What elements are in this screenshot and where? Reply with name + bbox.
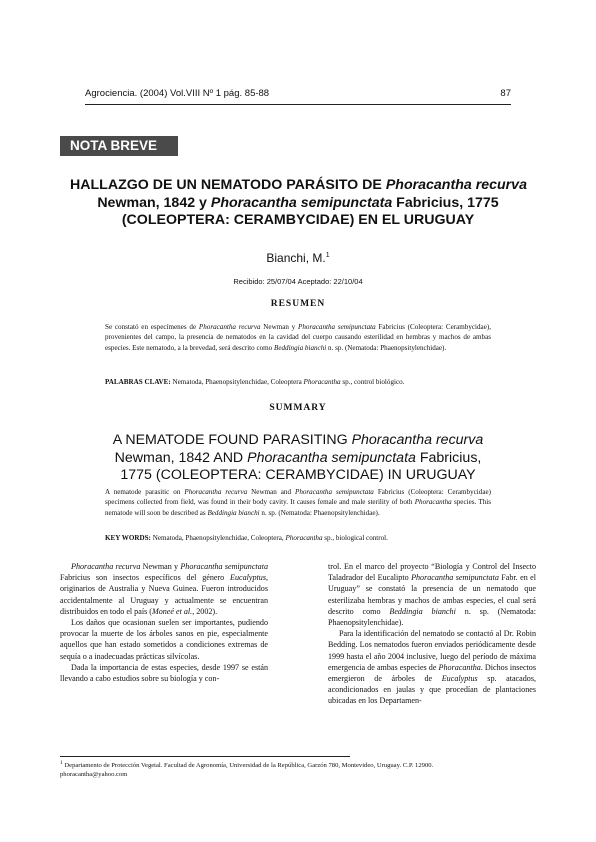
title-species: Phoracantha semipunctata: [247, 449, 416, 466]
author-footnote-mark: 1: [325, 252, 330, 259]
summary-fragment: species. This nematode will soon be described as: [105, 498, 491, 517]
text: n. sp. (Nematoda: Phaenopsitylenchidae).: [328, 606, 536, 628]
footnote: [60, 759, 536, 779]
title-text: Fabricius,: [415, 449, 482, 466]
text: sp. atacados, acondicionados en jaulas y que procedían de plantaciones ubicadas en los Departamen-: [328, 674, 536, 706]
resumen-fragment: n. sp. (Nematoda: Phaenopsitylenchidae).: [326, 343, 447, 352]
resumen-fragment: Newman y: [260, 323, 299, 331]
genus-name: Phoracantha: [438, 662, 481, 672]
title-text: 1775 (COLEOPTERA: CERAMBYCIDAE) IN URUGUAY: [120, 467, 476, 483]
footnote-email: phoracantha@yahoo.com: [60, 771, 128, 779]
summary-species: Phoracantha: [414, 498, 452, 507]
citation: Moneé et al.: [151, 606, 193, 616]
title-text: Fabricius, 1775: [392, 194, 499, 211]
text: trol. En el marco del proyecto “Biología y Control del Insecto Taladrador del Eucalipto: [328, 562, 536, 583]
resumen-species: Beddingia bianchi: [274, 343, 327, 352]
section-label: NOTA BREVE: [60, 136, 178, 156]
page-number: 87: [500, 88, 511, 99]
title-species: Phoracantha semipunctata: [210, 194, 393, 211]
species-name: Phoracantha recurva: [71, 562, 141, 571]
paragraph: [328, 628, 536, 706]
author: [0, 251, 596, 265]
body-column-left: [60, 561, 268, 684]
keywords-text: Nematoda, Phaenopsitylenchidae, Coleoptera: [170, 378, 304, 386]
received-accepted-dates: Recibido: 25/07/04 Aceptado: 22/10/04: [233, 277, 363, 286]
title-text: A NEMATODE FOUND PARASITING: [112, 432, 352, 448]
running-header: [85, 88, 511, 99]
paragraph: [60, 561, 268, 617]
text: Newman y: [140, 562, 181, 571]
summary-text: [105, 487, 491, 518]
author-name: Bianchi, M.: [266, 251, 326, 265]
title-text: HALLAZGO DE UN NEMATODO PARÁSITO DE: [70, 177, 386, 193]
title-species: Phoracantha recurva: [385, 177, 527, 193]
body-column-right: [328, 561, 536, 707]
keywords-species: Phoracantha: [303, 378, 341, 386]
text: Fabr. en el Uruguay” se constató la presencia de un nematodo que esterilizaba hembras y machos de ambas especies, el cual será descrito como: [328, 573, 536, 616]
summary-species: Beddingia bianchi: [207, 508, 260, 517]
resumen-text: [105, 322, 491, 353]
journal-citation: Agrociencia. (2004) Vol.VIII Nº 1 pág. 85-88: [85, 88, 270, 99]
resumen-fragment: Se constató en especímenes de: [105, 323, 199, 331]
genus-name: Eucalyptus: [230, 573, 266, 583]
resumen-fragment: Fabricius (Coleoptera: Cerambycidae), provenientes del campo, la presencia de nematodos en la cavidad del cuerpo causando esterilidad en hembras y machos de ambas especies. Este nematodo, a la brevedad, será descrito como: [105, 323, 491, 352]
text: Fabricius son insectos específicos del género: [60, 573, 230, 583]
footnote-affiliation: Departamento de Protección Vegetal. Facultad de Agronomía, Universidad de la República, Garzón 780, Montevideo, Uruguay. C.P. 12900.: [62, 762, 434, 770]
summary-fragment: n. sp. (Nematoda: Phaenopsitylenchidae).: [259, 508, 380, 517]
summary-species: Phoracantha semipunctata: [294, 488, 374, 496]
keywords-text: sp., biological control.: [322, 534, 388, 542]
title-text: Newman, 1842 AND: [114, 449, 248, 466]
summary-fragment: A nematode parasitic on: [105, 488, 185, 496]
paragraph: Dada la importancia de estas especies, desde 1997 se están llevando a cabo estudios sobre su biología y con-: [60, 662, 268, 684]
article-title: [70, 177, 526, 230]
keywords-species: Phoracantha: [285, 534, 323, 542]
text: , 2002).: [192, 606, 218, 616]
species-name: Phoracantha semipunctata: [411, 573, 499, 583]
keywords-text: Nematoda, Phaenopsitylenchidae, Coleoptera,: [150, 534, 286, 542]
title-species: Phoracantha recurva: [351, 432, 484, 448]
english-title: [70, 432, 526, 485]
paragraph: Los daños que ocasionan suelen ser importantes, pudiendo provocar la muerte de los árboles sanos en pie, especialmente aquellos que han estado sometidos a condiciones extremas de sequía o a inadecuadas prácticas silvícolas.: [60, 618, 268, 661]
key-words: [105, 533, 491, 543]
species-name: Beddingia bianchi: [389, 606, 456, 616]
keywords-label: KEY WORDS:: [105, 534, 151, 542]
genus-name: Eucalyptus: [441, 674, 478, 684]
summary-heading: SUMMARY: [269, 403, 327, 413]
title-text: (COLEOPTERA: CERAMBYCIDAE) EN EL URUGUAY: [121, 212, 475, 228]
keywords-text: sp., control biológico.: [340, 378, 405, 386]
summary-species: Phoracantha recurva: [184, 488, 248, 496]
resumen-species: Phoracantha recurva: [198, 323, 261, 331]
title-text: Newman, 1842 y: [97, 194, 211, 211]
species-name: Phoracantha semipunctata: [180, 562, 268, 571]
palabras-clave: [105, 377, 491, 387]
text: Para la identificación del nematodo se contactó al Dr. Robin Bedding. Los nematodos fueron enviados periódicamente desde 1999 hasta el año 2004 inclusive, luego del período de máxima emergencia de ambas especies de: [328, 629, 536, 672]
resumen-heading: RESUMEN: [270, 299, 326, 309]
keywords-label: PALABRAS CLAVE:: [105, 378, 171, 386]
summary-fragment: Fabricius (Coleoptera: Cerambycidae) specimens collected from field, was found in their body cavity. It causes female and male sterility of both: [105, 488, 491, 507]
text: , originarios de Australia y Nueva Guinea. Fueron introducidos accidentalmente al Uruguay y actualmente se encuentran distribuidos en todo el país (: [60, 573, 268, 616]
header-rule: [85, 104, 511, 105]
footnote-mark: 1: [60, 760, 63, 766]
resumen-species: Phoracantha semipunctata: [298, 323, 376, 331]
text: . Dichos insectos emergieron de árboles de: [328, 662, 537, 684]
footnote-rule: [60, 756, 350, 757]
paragraph: [328, 561, 536, 628]
summary-fragment: Newman and: [247, 488, 295, 496]
